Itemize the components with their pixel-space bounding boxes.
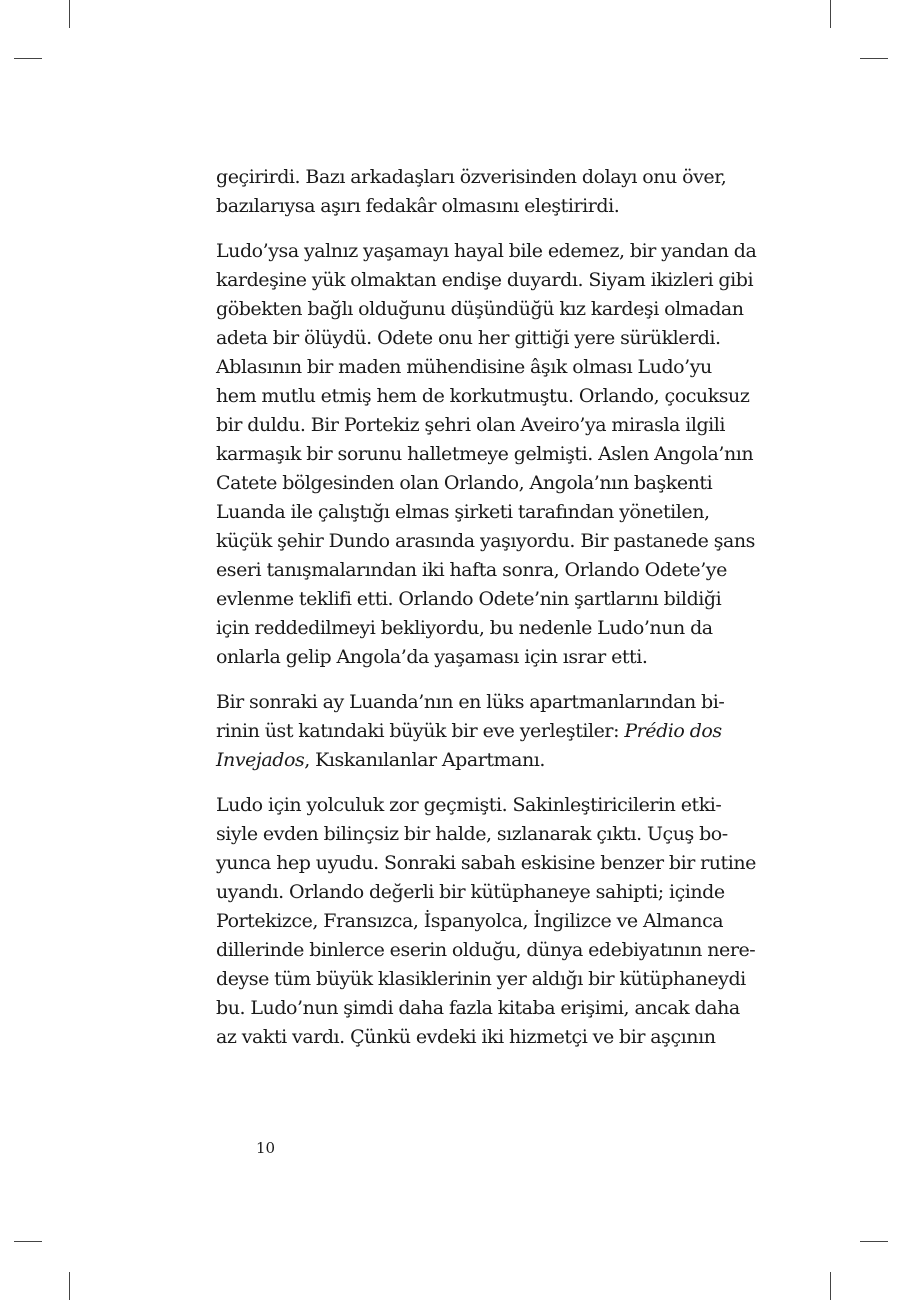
italic-building-name-part-1: Prédio dos <box>624 720 722 742</box>
crop-mark-bottom-right-horizontal <box>860 1241 888 1242</box>
text-line: evlenme teklifi etti. Orlando Odete’nin şartlarını bildiği <box>216 588 722 610</box>
text-line: uyandı. Orlando değerli bir kütüphaneye sahipti; içinde <box>216 881 725 903</box>
paragraph-4 <box>216 791 756 1052</box>
text-line: karmaşık bir sorunu halletmeye gelmişti. Aslen Angola’nın <box>216 443 754 465</box>
text-line-with-italic <box>216 746 686 775</box>
crop-mark-top-left-vertical <box>69 0 70 28</box>
italic-building-name-part-2: Invejados <box>216 749 305 771</box>
paragraph-1 <box>216 163 727 221</box>
text-line: bazılarıysa aşırı fedakâr olmasını eleştirirdi. <box>216 195 620 217</box>
text-line: siyle evden bilinçsiz bir halde, sızlanarak çıktı. Uçuş bo- <box>216 823 728 845</box>
crop-mark-bottom-left-vertical <box>69 1272 70 1300</box>
paragraph-2 <box>216 237 757 672</box>
page-number: 10 <box>256 1139 276 1157</box>
text-line: Ludo için yolculuk zor geçmişti. Sakinleştiricilerin etki- <box>216 794 722 816</box>
text-line: yunca hep uyudu. Sonraki sabah eskisine benzer bir rutine <box>216 852 756 874</box>
text-line: bir duldu. Bir Portekiz şehri olan Aveiro’ya mirasla ilgili <box>216 414 726 436</box>
text-line: göbekten bağlı olduğunu düşündüğü kız kardeşi olmadan <box>216 298 744 320</box>
text-line: kardeşine yük olmaktan endişe duyardı. Siyam ikizleri gibi <box>216 269 754 291</box>
text-line: küçük şehir Dundo arasında yaşıyordu. Bir pastanede şans <box>216 530 755 552</box>
text-line: az vakti vardı. Çünkü evdeki iki hizmetçi ve bir aşçının <box>216 1026 716 1048</box>
text-line: onlarla gelip Angola’da yaşaması için ısrar etti. <box>216 646 648 668</box>
paragraph-3 <box>216 688 725 775</box>
text-line: Catete bölgesinden olan Orlando, Angola’nın başkenti <box>216 472 713 494</box>
text-line: dillerinde binlerce eserin olduğu, dünya edebiyatının nere- <box>216 939 756 961</box>
text-line: Ludo’ysa yalnız yaşamayı hayal bile edemez, bir yandan da <box>216 240 757 262</box>
crop-mark-top-right-vertical <box>830 0 831 28</box>
crop-mark-bottom-left-horizontal <box>14 1241 42 1242</box>
body-text <box>216 163 757 1068</box>
text-line: Ablasının bir maden mühendisine âşık olması Ludo’yu <box>216 356 712 378</box>
text-line: Bir sonraki ay Luanda’nın en lüks apartmanlarından bi- <box>216 691 725 713</box>
crop-mark-top-left-horizontal <box>14 58 42 59</box>
text-run: rinin üst katındaki büyük bir eve yerleştiler: <box>216 720 625 742</box>
text-line: deyse tüm büyük klasiklerinin yer aldığı bir kütüphaneydi <box>216 968 746 990</box>
crop-mark-top-right-horizontal <box>860 58 888 59</box>
text-line-with-italic <box>216 717 722 746</box>
text-line: Portekizce, Fransızca, İspanyolca, İngilizce ve Almanca <box>216 910 724 932</box>
text-run: , Kıskanılanlar Apartmanı. <box>304 749 545 771</box>
text-line: için reddedilmeyi bekliyordu, bu nedenle Ludo’nun da <box>216 617 713 639</box>
text-line: Luanda ile çalıştığı elmas şirketi tarafından yönetilen, <box>216 501 710 523</box>
text-line: eseri tanışmalarından iki hafta sonra, Orlando Odete’ye <box>216 559 727 581</box>
text-line: hem mutlu etmiş hem de korkutmuştu. Orlando, çocuksuz <box>216 385 750 407</box>
text-line: adeta bir ölüydü. Odete onu her gittiği yere sürüklerdi. <box>216 327 721 349</box>
crop-mark-bottom-right-vertical <box>830 1272 831 1300</box>
text-line: geçirirdi. Bazı arkadaşları özverisinden dolayı onu över, <box>216 166 727 188</box>
text-line: bu. Ludo’nun şimdi daha fazla kitaba erişimi, ancak daha <box>216 997 740 1019</box>
